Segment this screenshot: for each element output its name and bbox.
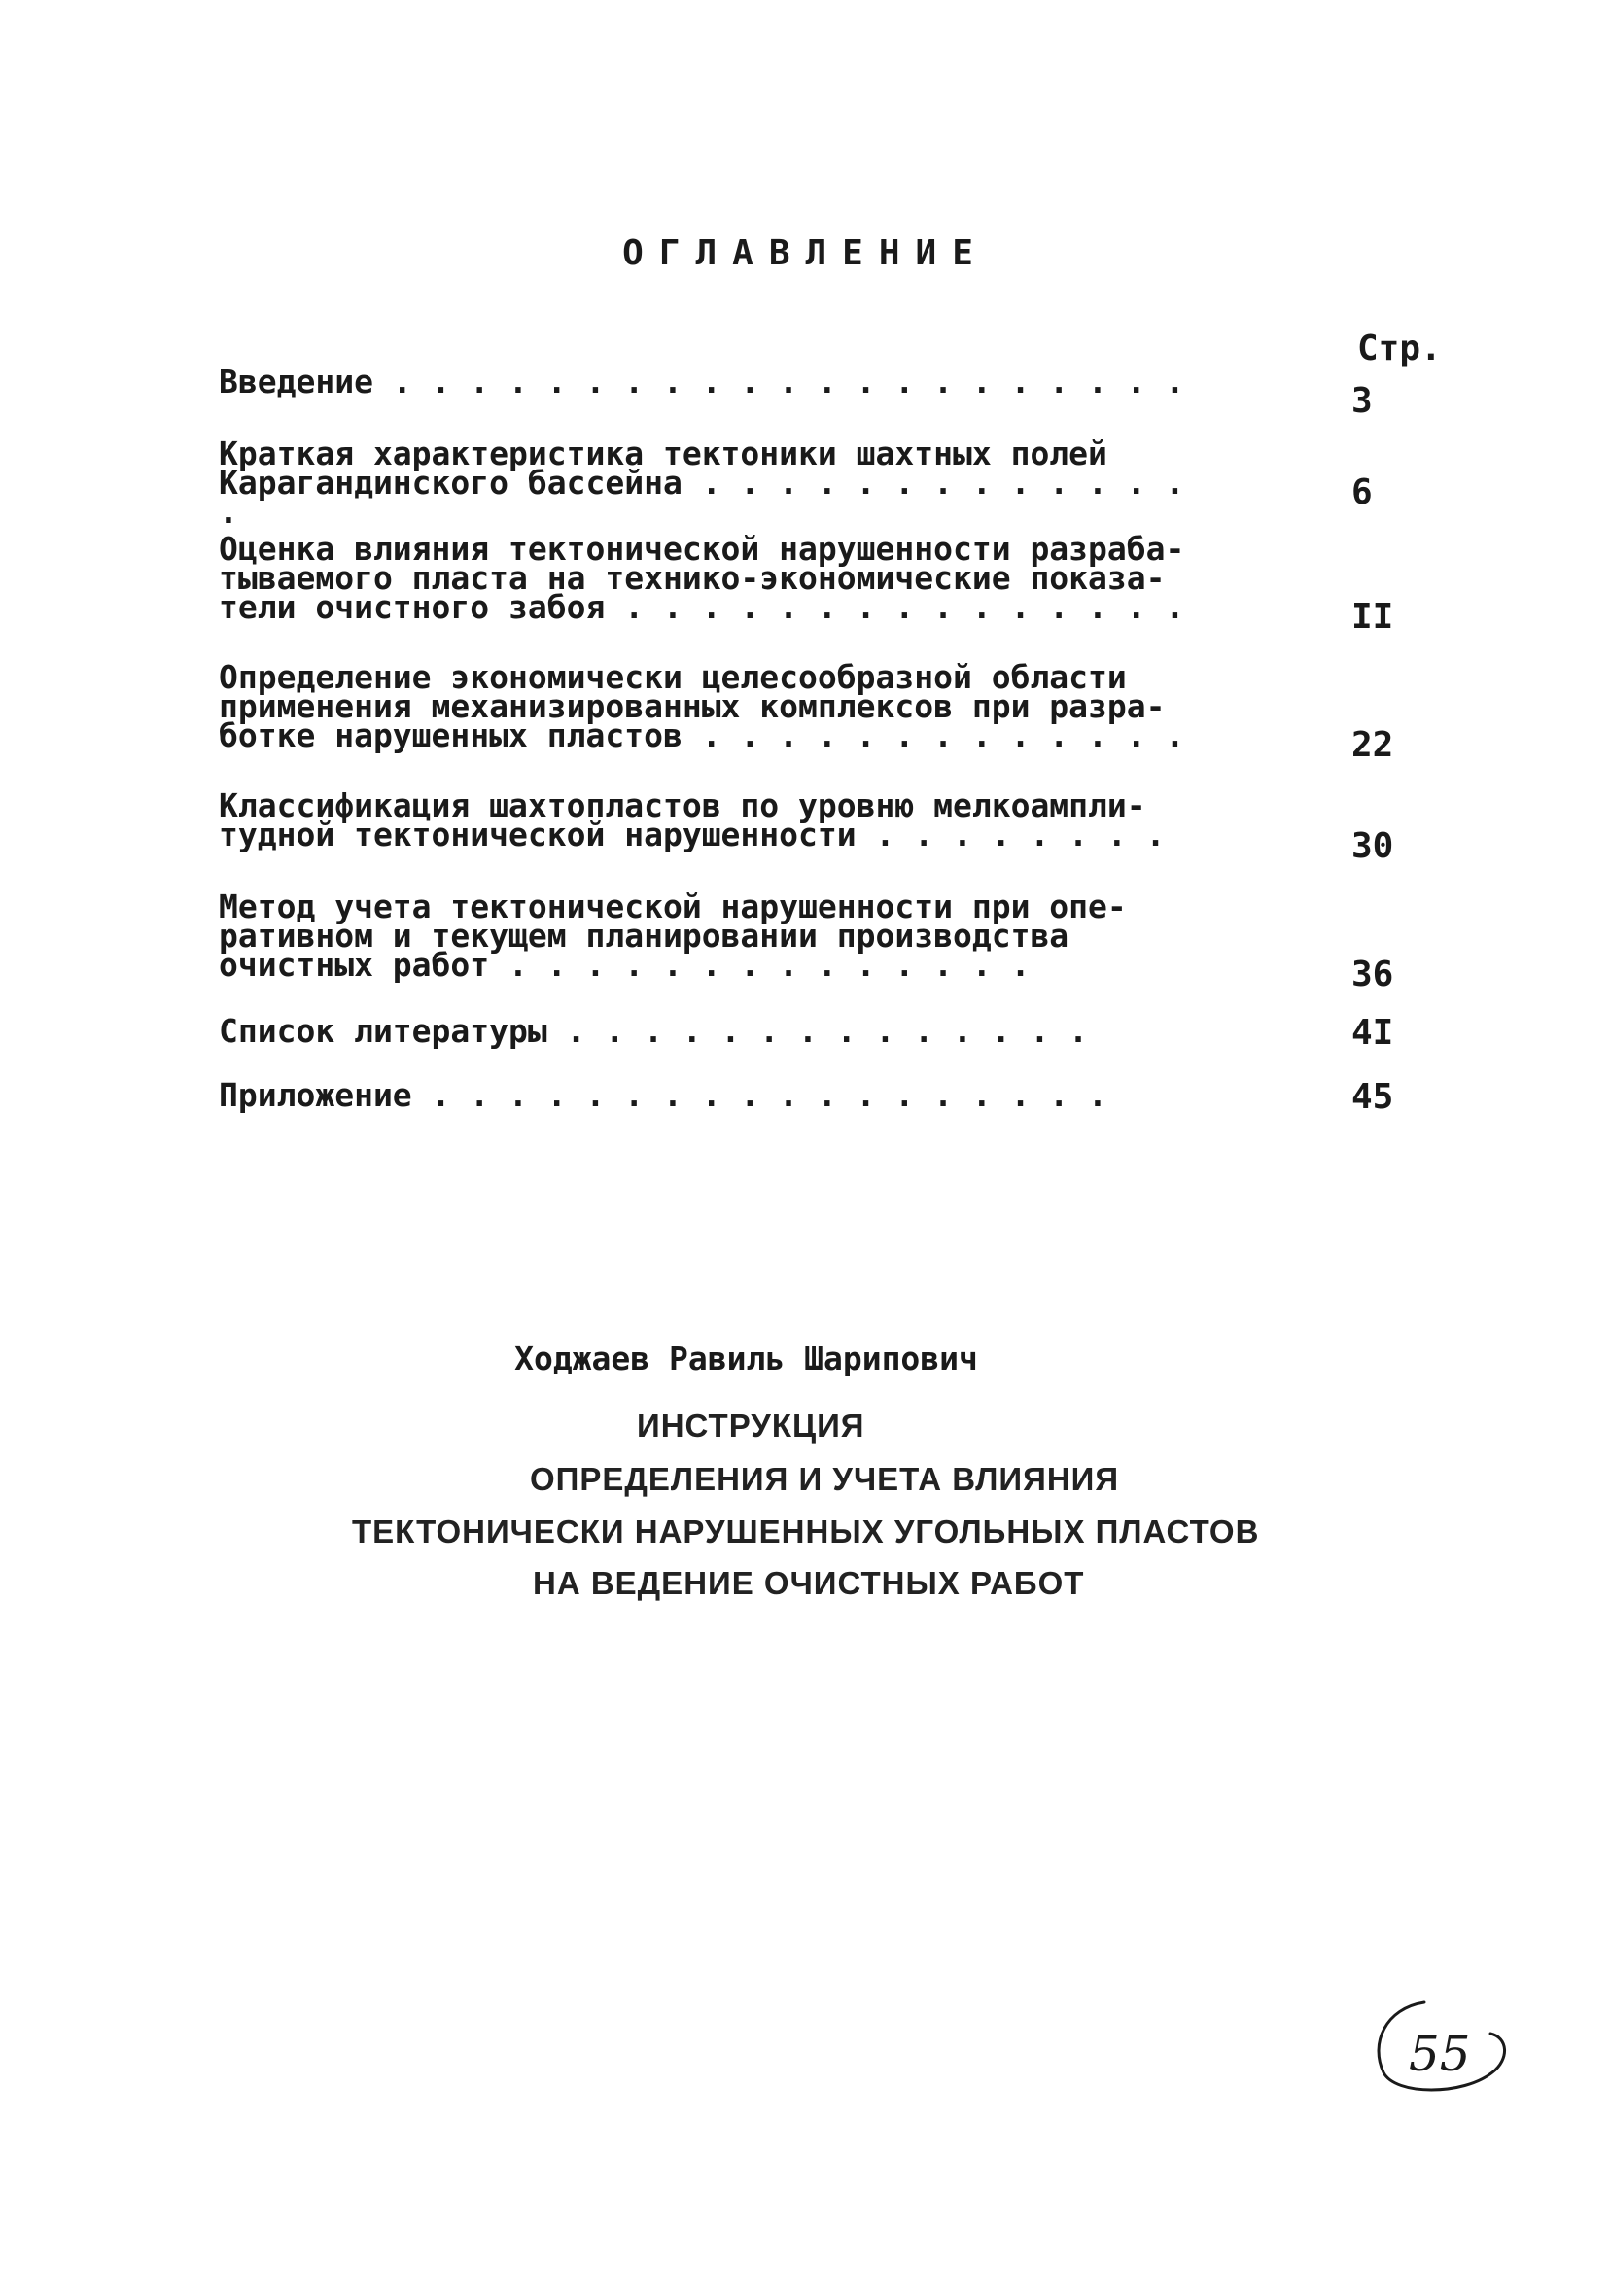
page-column-label: Стр. bbox=[1357, 329, 1442, 368]
toc-entry-title: Классификация шахтопластов по уровню мелкоампли- тудной тектонической нарушенности . . . . . . . . bbox=[219, 786, 1166, 853]
toc-entry-title: Определение экономически целесообразной области применения механизированных комплексов при разра- ботке нарушенных пластов . . . . . . . . . . . . . bbox=[219, 658, 1185, 754]
toc-entry-title: Введение . . . . . . . . . . . . . . . . . . . . . bbox=[219, 363, 1185, 400]
toc-entry-title: Метод учета тектонической нарушенности при опе- ративном и текущем планировании производства очистных работ . . . . . . . . . . . . . . bbox=[219, 887, 1127, 984]
toc-entry-title: Список литературы . . . . . . . . . . . . . . bbox=[219, 1012, 1089, 1050]
toc-entry-title: Краткая характеристика тектоники шахтных полей Карагандинского бассейна . . . . . . . . . . . . . . bbox=[219, 435, 1185, 531]
toc-entry-page: 4I bbox=[1351, 1013, 1394, 1053]
book-title-line: ИНСТРУКЦИЯ bbox=[637, 1408, 865, 1444]
author-name: Ходжаев Равиль Шарипович bbox=[514, 1339, 978, 1377]
toc-entry-title: Оценка влияния тектонической нарушенности разраба- тываемого пласта на технико-экономические показа- тели очистного забоя . . . . . . . . . . . . . . . bbox=[219, 530, 1185, 626]
handwritten-page-number bbox=[1366, 1995, 1512, 2102]
toc-entry-page: 36 bbox=[1351, 955, 1394, 994]
page-heading: ОГЛАВЛЕНИЕ bbox=[622, 233, 989, 273]
toc-entry-page: 45 bbox=[1351, 1077, 1394, 1117]
book-title-line: НА ВЕДЕНИЕ ОЧИСТНЫХ РАБОТ bbox=[533, 1565, 1085, 1601]
stamp-number: 55 bbox=[1409, 2026, 1471, 2082]
toc-entry-page: II bbox=[1351, 597, 1394, 637]
toc-entry-title: Приложение . . . . . . . . . . . . . . . . . . bbox=[219, 1076, 1107, 1114]
toc-entry-page: 6 bbox=[1351, 472, 1373, 512]
book-title-line: ОПРЕДЕЛЕНИЯ И УЧЕТА ВЛИЯНИЯ bbox=[530, 1461, 1120, 1497]
toc-entry-page: 22 bbox=[1351, 725, 1394, 765]
toc-entry-page: 30 bbox=[1351, 826, 1394, 866]
toc-entry-page: 3 bbox=[1351, 381, 1373, 421]
book-title-line: ТЕКТОНИЧЕСКИ НАРУШЕННЫХ УГОЛЬНЫХ ПЛАСТОВ bbox=[352, 1513, 1260, 1549]
